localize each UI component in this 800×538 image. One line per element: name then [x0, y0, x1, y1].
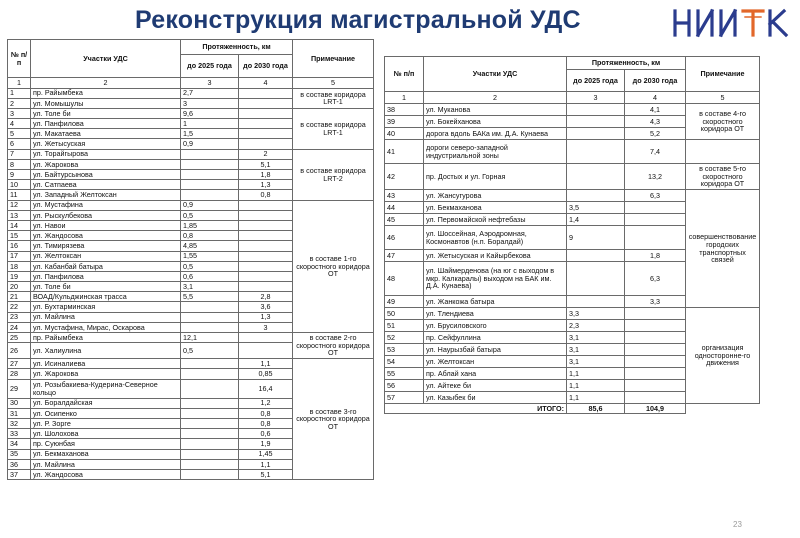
logo	[670, 6, 795, 45]
length-2030	[239, 251, 293, 261]
row-number: 3	[8, 108, 31, 118]
total-2025: 85,6	[567, 404, 625, 414]
length-2030: 6,3	[625, 262, 686, 296]
section-name: ул. Торайгырова	[31, 149, 181, 159]
section-name: ул. Р. Зорге	[31, 418, 181, 428]
row-number: 41	[385, 140, 424, 164]
length-2025	[567, 164, 625, 190]
length-2025: 0,5	[181, 210, 239, 220]
length-2025: 0,5	[181, 343, 239, 359]
section-name: ул. Бухтарминская	[31, 302, 181, 312]
length-2025	[181, 302, 239, 312]
section-name: ВОАД/Кульджинская трасса	[31, 292, 181, 302]
length-2030	[625, 226, 686, 250]
length-2030: 1,9	[239, 439, 293, 449]
length-2030	[239, 220, 293, 230]
length-2025: 5,5	[181, 292, 239, 302]
row-number: 29	[8, 379, 31, 398]
length-2030	[625, 308, 686, 320]
length-2030: 5,1	[239, 469, 293, 479]
length-2030	[625, 332, 686, 344]
length-2025: 0,5	[181, 261, 239, 271]
section-name: ул. Жетысуская	[31, 139, 181, 149]
section-name: ул. Наурызбай батыра	[424, 344, 567, 356]
length-2025	[567, 296, 625, 308]
corridor-note: в составе коридора LRT-1	[293, 88, 374, 108]
page-title: Реконструкция магистральной УДС	[135, 6, 581, 34]
length-2025	[181, 170, 239, 180]
length-2025	[181, 408, 239, 418]
length-2030	[625, 202, 686, 214]
length-2030	[625, 380, 686, 392]
row-number: 20	[8, 282, 31, 292]
length-2025	[567, 104, 625, 116]
section-name: ул. Боралдайская	[31, 398, 181, 408]
row-number: 56	[385, 380, 424, 392]
column-number: 2	[424, 92, 567, 104]
section-name: ул. Жанкожа батыра	[424, 296, 567, 308]
length-2025	[181, 159, 239, 169]
length-2030: 16,4	[239, 379, 293, 398]
section-name: ул. Шолохова	[31, 429, 181, 439]
length-2025	[181, 439, 239, 449]
section-name: ул. Макатаева	[31, 129, 181, 139]
left-table	[7, 39, 374, 480]
row-number: 34	[8, 439, 31, 449]
length-2030: 5,2	[625, 128, 686, 140]
row-number: 12	[8, 200, 31, 210]
length-2030: 0,85	[239, 369, 293, 379]
table-row	[385, 190, 760, 202]
left-table-body	[8, 78, 374, 480]
length-2030	[239, 241, 293, 251]
header-2025: до 2025 года	[181, 55, 239, 78]
length-2030	[239, 231, 293, 241]
length-2030	[239, 88, 293, 98]
section-name: пр. Достых и ул. Горная	[424, 164, 567, 190]
length-2025: 1,1	[567, 368, 625, 380]
row-number: 1	[8, 88, 31, 98]
row-number: 48	[385, 262, 424, 296]
length-2030: 0,6	[239, 429, 293, 439]
row-number: 35	[8, 449, 31, 459]
corridor-note: в составе 3-го скоростного коридора ОТ	[293, 359, 374, 480]
length-2030	[625, 392, 686, 404]
length-2025: 1	[181, 119, 239, 129]
length-2025	[181, 449, 239, 459]
row-number: 50	[385, 308, 424, 320]
length-2025: 3,5	[567, 202, 625, 214]
row-number: 7	[8, 149, 31, 159]
row-number: 40	[385, 128, 424, 140]
section-name: ул. Западный Желтоксан	[31, 190, 181, 200]
header-note: Примечание	[686, 57, 760, 92]
row-number: 47	[385, 250, 424, 262]
section-name: ул. Панфилова	[31, 119, 181, 129]
length-2030: 3	[239, 322, 293, 332]
length-2025: 2,3	[567, 320, 625, 332]
row-number: 8	[8, 159, 31, 169]
section-name: ул. Мустафина	[31, 200, 181, 210]
row-number: 16	[8, 241, 31, 251]
header-length: Протяженность, км	[567, 57, 686, 70]
length-2025	[567, 140, 625, 164]
section-name: пр. Суюнбая	[31, 439, 181, 449]
length-2030	[239, 333, 293, 343]
length-2025: 3,3	[567, 308, 625, 320]
length-2030	[625, 214, 686, 226]
corridor-note: в составе 1-го скоростного коридора ОТ	[293, 200, 374, 332]
length-2025	[181, 379, 239, 398]
section-name: ул. Бокейханова	[424, 116, 567, 128]
row-number: 2	[8, 98, 31, 108]
length-2030	[625, 344, 686, 356]
section-name: ул. Тимирязева	[31, 241, 181, 251]
section-name: ул. Толе би	[31, 108, 181, 118]
length-2025: 1,1	[567, 380, 625, 392]
length-2030	[625, 320, 686, 332]
section-name: ул. Бекмаханова	[424, 202, 567, 214]
length-2025	[181, 469, 239, 479]
header-section: Участки УДС	[31, 40, 181, 78]
length-2025: 3,1	[181, 282, 239, 292]
length-2030: 4,1	[625, 104, 686, 116]
table-row	[8, 108, 374, 118]
length-2030	[239, 108, 293, 118]
row-number: 26	[8, 343, 31, 359]
row-number: 24	[8, 322, 31, 332]
row-number: 4	[8, 119, 31, 129]
section-name: ул. Момышулы	[31, 98, 181, 108]
column-number: 3	[567, 92, 625, 104]
row-number: 10	[8, 180, 31, 190]
column-number: 1	[385, 92, 424, 104]
length-2030	[239, 271, 293, 281]
length-2025: 0,9	[181, 139, 239, 149]
header-2025: до 2025 года	[567, 70, 625, 92]
length-2025: 3,1	[567, 332, 625, 344]
table-row	[8, 333, 374, 343]
length-2030	[239, 98, 293, 108]
length-2025: 9	[567, 226, 625, 250]
table-row	[385, 164, 760, 190]
row-number: 44	[385, 202, 424, 214]
row-number: 21	[8, 292, 31, 302]
length-2025	[181, 369, 239, 379]
total-2030: 104,9	[625, 404, 686, 414]
column-number: 4	[625, 92, 686, 104]
length-2025	[567, 116, 625, 128]
length-2030	[239, 210, 293, 220]
length-2030: 1,1	[239, 359, 293, 369]
length-2030: 2	[239, 149, 293, 159]
section-name: пр. Райымбека	[31, 333, 181, 343]
length-2030: 6,3	[625, 190, 686, 202]
row-number: 55	[385, 368, 424, 380]
length-2025	[567, 262, 625, 296]
length-2025: 3,1	[567, 344, 625, 356]
section-name: ул. Казыбек би	[424, 392, 567, 404]
length-2030: 13,2	[625, 164, 686, 190]
row-number: 28	[8, 369, 31, 379]
length-2030: 1,2	[239, 398, 293, 408]
section-name: ул. Кабанбай батыра	[31, 261, 181, 271]
section-name: ул. Халиулина	[31, 343, 181, 359]
section-name: ул. Шаймерденова (на юг с выходом в мкр. Калкаралы) выходом на БАК им. Д.А. Кунаева)	[424, 262, 567, 296]
column-numbers-row	[8, 78, 374, 89]
length-2030: 1,3	[239, 180, 293, 190]
section-name: ул. Байтурсынова	[31, 170, 181, 180]
length-2030: 3,6	[239, 302, 293, 312]
row-number: 6	[8, 139, 31, 149]
column-number: 5	[686, 92, 760, 104]
section-name: ул. Рыскулбекова	[31, 210, 181, 220]
length-2030: 3,3	[625, 296, 686, 308]
column-number: 4	[239, 78, 293, 89]
header-num: № п/п	[8, 40, 31, 78]
section-name: ул. Бекмаханова	[31, 449, 181, 459]
section-name: ул. Жарокова	[31, 159, 181, 169]
length-2025	[181, 312, 239, 322]
corridor-note: в составе 5-го скоростного коридора ОТ	[686, 164, 760, 190]
length-2025: 1,4	[567, 214, 625, 226]
section-name: ул. Муканова	[424, 104, 567, 116]
section-name: ул. Навои	[31, 220, 181, 230]
length-2030	[625, 356, 686, 368]
row-number: 46	[385, 226, 424, 250]
column-number: 2	[31, 78, 181, 89]
section-name: ул. Исиналиева	[31, 359, 181, 369]
length-2025: 1,5	[181, 129, 239, 139]
header-note: Примечание	[293, 40, 374, 78]
length-2030: 1,8	[239, 170, 293, 180]
length-2030	[239, 282, 293, 292]
row-number: 27	[8, 359, 31, 369]
length-2030	[239, 129, 293, 139]
section-name: пр. Сейфуллина	[424, 332, 567, 344]
section-name: ул. Майлина	[31, 312, 181, 322]
row-number: 15	[8, 231, 31, 241]
page-number: 23	[733, 520, 742, 529]
row-number: 36	[8, 459, 31, 469]
length-2025	[567, 250, 625, 262]
section-name: ул. Розыбакиева-Кудерина-Северное кольцо	[31, 379, 181, 398]
length-2025: 2,7	[181, 88, 239, 98]
row-number: 22	[8, 302, 31, 312]
total-label: ИТОГО:	[385, 404, 567, 414]
header-length: Протяженность, км	[181, 40, 293, 55]
row-number: 33	[8, 429, 31, 439]
section-name: ул. Жетысуская и Кайырбекова	[424, 250, 567, 262]
length-2030: 2,8	[239, 292, 293, 302]
section-name: ул. Жандосова	[31, 469, 181, 479]
length-2025: 4,85	[181, 241, 239, 251]
length-2025: 9,6	[181, 108, 239, 118]
length-2025	[181, 459, 239, 469]
row-number: 18	[8, 261, 31, 271]
table-row	[8, 359, 374, 369]
total-row	[385, 404, 760, 414]
row-number: 45	[385, 214, 424, 226]
length-2025: 0,9	[181, 200, 239, 210]
section-name: ул. Шоссейная, Аэродромная, Космонавтов (н.п. Боралдай)	[424, 226, 567, 250]
length-2025	[181, 398, 239, 408]
section-name: ул. Тлендиева	[424, 308, 567, 320]
length-2030	[239, 261, 293, 271]
section-name: ул. Желтоксан	[31, 251, 181, 261]
row-number: 52	[385, 332, 424, 344]
length-2030: 4,3	[625, 116, 686, 128]
header-num: № п/п	[385, 57, 424, 92]
length-2025	[181, 429, 239, 439]
table-row	[385, 104, 760, 116]
header-2030: до 2030 года	[625, 70, 686, 92]
length-2025: 1,55	[181, 251, 239, 261]
length-2025: 3,1	[567, 356, 625, 368]
column-numbers-row	[385, 92, 760, 104]
section-name: ул. Желтоксан	[424, 356, 567, 368]
section-name: ул. Панфилова	[31, 271, 181, 281]
length-2030: 1,45	[239, 449, 293, 459]
length-2025: 0,8	[181, 231, 239, 241]
row-number: 19	[8, 271, 31, 281]
length-2030: 7,4	[625, 140, 686, 164]
table-row	[385, 308, 760, 320]
row-number: 30	[8, 398, 31, 408]
section-name: ул. Жансугурова	[424, 190, 567, 202]
total-note-empty	[686, 404, 760, 414]
length-2025: 1,85	[181, 220, 239, 230]
column-number: 5	[293, 78, 374, 89]
section-name: ул. Мустафина, Мирас, Оскарова	[31, 322, 181, 332]
row-number: 13	[8, 210, 31, 220]
length-2025	[181, 180, 239, 190]
column-number: 3	[181, 78, 239, 89]
section-name: ул. Айтеке би	[424, 380, 567, 392]
row-number: 39	[385, 116, 424, 128]
length-2030: 1,8	[625, 250, 686, 262]
length-2025	[181, 322, 239, 332]
section-name: дорога вдоль БАКа им. Д.А. Кунаева	[424, 128, 567, 140]
right-table	[384, 56, 760, 414]
row-number: 57	[385, 392, 424, 404]
length-2030	[239, 200, 293, 210]
row-number: 51	[385, 320, 424, 332]
corridor-note: в составе коридора LRT-1	[293, 108, 374, 149]
length-2025	[181, 359, 239, 369]
section-name: ул. Толе би	[31, 282, 181, 292]
row-number: 54	[385, 356, 424, 368]
length-2030	[239, 139, 293, 149]
section-name: ул. Жарокова	[31, 369, 181, 379]
row-number: 43	[385, 190, 424, 202]
table-row	[8, 200, 374, 210]
row-number: 23	[8, 312, 31, 322]
row-number: 38	[385, 104, 424, 116]
row-number: 31	[8, 408, 31, 418]
length-2025: 1,1	[567, 392, 625, 404]
row-number: 49	[385, 296, 424, 308]
section-name: ул. Жандосова	[31, 231, 181, 241]
column-number: 1	[8, 78, 31, 89]
length-2030	[239, 119, 293, 129]
length-2030: 0,8	[239, 190, 293, 200]
row-number: 37	[8, 469, 31, 479]
length-2025	[181, 149, 239, 159]
length-2030: 1,1	[239, 459, 293, 469]
corridor-note: в составе 2-го скоростного коридора ОТ	[293, 333, 374, 359]
row-number: 14	[8, 220, 31, 230]
section-name: ул. Осипенко	[31, 408, 181, 418]
section-name: пр. Райымбека	[31, 88, 181, 98]
corridor-note: организация односторонне-го движения	[686, 308, 760, 404]
section-name: пр. Аблай хана	[424, 368, 567, 380]
corridor-note: совершенствование городских транспортных связей	[686, 190, 760, 308]
right-table-body	[385, 92, 760, 414]
length-2030	[239, 343, 293, 359]
corridor-note: в составе коридора LRT-2	[293, 149, 374, 200]
row-number: 9	[8, 170, 31, 180]
section-name: ул. Брусиловского	[424, 320, 567, 332]
row-number: 11	[8, 190, 31, 200]
table-row	[8, 88, 374, 98]
length-2025	[181, 190, 239, 200]
section-name: ул. Первомайской нефтебазы	[424, 214, 567, 226]
header-section: Участки УДС	[424, 57, 567, 92]
length-2030: 0,8	[239, 418, 293, 428]
length-2030	[625, 368, 686, 380]
length-2025: 3	[181, 98, 239, 108]
length-2025: 12,1	[181, 333, 239, 343]
length-2025	[567, 128, 625, 140]
niitk-logo-icon	[670, 6, 795, 40]
corridor-note: в составе 4-го скоростного коридора ОТ	[686, 104, 760, 140]
section-name: ул. Сатпаева	[31, 180, 181, 190]
length-2025: 0,6	[181, 271, 239, 281]
section-name: дороги северо-западной индустриальной зоны	[424, 140, 567, 164]
table-row	[8, 149, 374, 159]
table-row	[385, 140, 760, 164]
length-2030: 5,1	[239, 159, 293, 169]
note-cell	[686, 140, 760, 164]
length-2030: 0,8	[239, 408, 293, 418]
length-2030: 1,3	[239, 312, 293, 322]
length-2025	[567, 190, 625, 202]
header-2030: до 2030 года	[239, 55, 293, 78]
row-number: 17	[8, 251, 31, 261]
length-2025	[181, 418, 239, 428]
row-number: 5	[8, 129, 31, 139]
row-number: 53	[385, 344, 424, 356]
row-number: 32	[8, 418, 31, 428]
row-number: 25	[8, 333, 31, 343]
section-name: ул. Майлина	[31, 459, 181, 469]
row-number: 42	[385, 164, 424, 190]
